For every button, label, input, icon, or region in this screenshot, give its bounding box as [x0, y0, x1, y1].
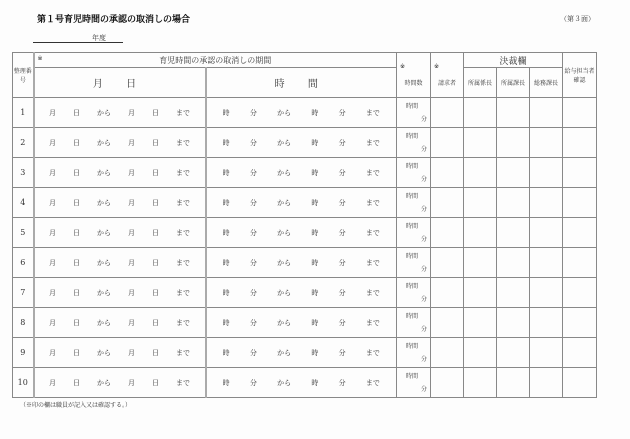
row-number: 2 — [13, 128, 34, 158]
page-number: （第３面） — [560, 15, 595, 23]
kakari-stamp-field[interactable] — [464, 368, 497, 398]
table-row — [13, 278, 597, 308]
kakari-stamp-field[interactable] — [464, 248, 497, 278]
requester-stamp-field[interactable] — [431, 278, 464, 308]
kyuyo-stamp-field[interactable] — [563, 98, 597, 128]
table-row — [13, 98, 597, 128]
header-kyuyo: 給与担当者確認 — [563, 53, 597, 98]
row-number: 7 — [13, 278, 34, 308]
time-range-field[interactable]: 時 分 から 時 分 まで — [206, 278, 397, 308]
row-number: 4 — [13, 188, 34, 218]
kacho-stamp-field[interactable] — [497, 338, 530, 368]
kakari-stamp-field[interactable] — [464, 188, 497, 218]
date-range-field[interactable]: 月 日 から 月 日 まで — [34, 368, 206, 398]
requester-stamp-field[interactable] — [431, 248, 464, 278]
table-row — [13, 308, 597, 338]
kacho-stamp-field[interactable] — [497, 158, 530, 188]
kakari-stamp-field[interactable] — [464, 218, 497, 248]
hours-field[interactable]: 時間 分 — [397, 338, 431, 368]
hours-field[interactable]: 時間 分 — [397, 218, 431, 248]
date-range-field[interactable]: 月 日 から 月 日 まで — [34, 188, 206, 218]
table-row — [13, 188, 597, 218]
kacho-stamp-field[interactable] — [497, 218, 530, 248]
kakari-stamp-field[interactable] — [464, 98, 497, 128]
requester-stamp-field[interactable] — [431, 368, 464, 398]
kacho-stamp-field[interactable] — [497, 188, 530, 218]
somu-stamp-field[interactable] — [530, 338, 563, 368]
kacho-stamp-field[interactable] — [497, 368, 530, 398]
hours-field[interactable]: 時間 分 — [397, 308, 431, 338]
kacho-stamp-field[interactable] — [497, 308, 530, 338]
mark: ※ — [37, 55, 43, 62]
year-input-line[interactable] — [33, 42, 123, 43]
time-range-field[interactable]: 時 分 から 時 分 まで — [206, 248, 397, 278]
kyuyo-stamp-field[interactable] — [563, 338, 597, 368]
row-number: 8 — [13, 308, 34, 338]
table-row — [13, 158, 597, 188]
table-row — [13, 338, 597, 368]
somu-stamp-field[interactable] — [530, 308, 563, 338]
date-range-field[interactable]: 月 日 から 月 日 まで — [34, 218, 206, 248]
header-kacho: 所属課長 — [497, 68, 530, 98]
date-range-field[interactable]: 月 日 から 月 日 まで — [34, 338, 206, 368]
requester-stamp-field[interactable] — [431, 338, 464, 368]
somu-stamp-field[interactable] — [530, 158, 563, 188]
kyuyo-stamp-field[interactable] — [563, 218, 597, 248]
kacho-stamp-field[interactable] — [497, 98, 530, 128]
hours-field[interactable]: 時間 分 — [397, 278, 431, 308]
table-row — [13, 248, 597, 278]
time-range-field[interactable]: 時 分 から 時 分 まで — [206, 98, 397, 128]
kyuyo-stamp-field[interactable] — [563, 188, 597, 218]
somu-stamp-field[interactable] — [530, 368, 563, 398]
kyuyo-stamp-field[interactable] — [563, 308, 597, 338]
date-range-field[interactable]: 月 日 から 月 日 まで — [34, 248, 206, 278]
kakari-stamp-field[interactable] — [464, 128, 497, 158]
time-range-field[interactable]: 時 分 から 時 分 まで — [206, 128, 397, 158]
cancellation-table — [12, 52, 597, 398]
time-range-field[interactable]: 時 分 から 時 分 まで — [206, 188, 397, 218]
header-month-day: 月 日 — [34, 68, 206, 98]
kakari-stamp-field[interactable] — [464, 158, 497, 188]
header-period: ※ 育児時間の承認の取消しの期間 — [34, 53, 397, 68]
header-time: 時 間 — [206, 68, 397, 98]
somu-stamp-field[interactable] — [530, 98, 563, 128]
table-row — [13, 128, 597, 158]
date-range-field[interactable]: 月 日 から 月 日 まで — [34, 98, 206, 128]
kyuyo-stamp-field[interactable] — [563, 158, 597, 188]
hours-field[interactable]: 時間 分 — [397, 128, 431, 158]
kacho-stamp-field[interactable] — [497, 128, 530, 158]
requester-stamp-field[interactable] — [431, 158, 464, 188]
kyuyo-stamp-field[interactable] — [563, 128, 597, 158]
header-kakari: 所属係長 — [464, 68, 497, 98]
hours-field[interactable]: 時間 分 — [397, 248, 431, 278]
hours-field[interactable]: 時間 分 — [397, 368, 431, 398]
hours-field[interactable]: 時間 分 — [397, 158, 431, 188]
hours-field[interactable]: 時間 分 — [397, 98, 431, 128]
kacho-stamp-field[interactable] — [497, 278, 530, 308]
header-seiri-bango: 整理番号 — [13, 53, 34, 98]
requester-stamp-field[interactable] — [431, 308, 464, 338]
hours-field[interactable]: 時間 分 — [397, 188, 431, 218]
somu-stamp-field[interactable] — [530, 218, 563, 248]
row-number: 10 — [13, 368, 34, 398]
somu-stamp-field[interactable] — [530, 188, 563, 218]
row-number: 3 — [13, 158, 34, 188]
date-range-field[interactable]: 月 日 から 月 日 まで — [34, 308, 206, 338]
requester-stamp-field[interactable] — [431, 128, 464, 158]
date-range-field[interactable]: 月 日 から 月 日 まで — [34, 278, 206, 308]
kyuyo-stamp-field[interactable] — [563, 248, 597, 278]
somu-stamp-field[interactable] — [530, 128, 563, 158]
requester-stamp-field[interactable] — [431, 188, 464, 218]
somu-stamp-field[interactable] — [530, 278, 563, 308]
header-requester: ※ 請求者 — [431, 53, 464, 98]
kyuyo-stamp-field[interactable] — [563, 368, 597, 398]
date-range-field[interactable]: 月 日 から 月 日 まで — [34, 128, 206, 158]
table-row — [13, 368, 597, 398]
kakari-stamp-field[interactable] — [464, 308, 497, 338]
requester-stamp-field[interactable] — [431, 218, 464, 248]
header-somu: 総務課長 — [530, 68, 563, 98]
kacho-stamp-field[interactable] — [497, 248, 530, 278]
kakari-stamp-field[interactable] — [464, 338, 497, 368]
time-range-field[interactable]: 時 分 から 時 分 まで — [206, 338, 397, 368]
kakari-stamp-field[interactable] — [464, 278, 497, 308]
header-kessai: 決裁欄 — [464, 53, 563, 68]
year-label: 年度 — [92, 34, 106, 42]
time-range-field[interactable]: 時 分 から 時 分 まで — [206, 308, 397, 338]
header-hours: ※ 時間数 — [397, 53, 431, 98]
time-range-field[interactable]: 時 分 から 時 分 まで — [206, 368, 397, 398]
requester-stamp-field[interactable] — [431, 98, 464, 128]
row-number: 9 — [13, 338, 34, 368]
time-range-field[interactable]: 時 分 から 時 分 まで — [206, 158, 397, 188]
row-number: 5 — [13, 218, 34, 248]
row-number: 1 — [13, 98, 34, 128]
kyuyo-stamp-field[interactable] — [563, 278, 597, 308]
row-number: 6 — [13, 248, 34, 278]
somu-stamp-field[interactable] — [530, 248, 563, 278]
date-range-field[interactable]: 月 日 から 月 日 まで — [34, 158, 206, 188]
table-row — [13, 218, 597, 248]
time-range-field[interactable]: 時 分 から 時 分 まで — [206, 218, 397, 248]
form-title: 第１号育児時間の承認の取消しの場合 — [37, 15, 191, 25]
footnote: （※印の欄は職員が記入又は確認する。） — [20, 402, 132, 409]
